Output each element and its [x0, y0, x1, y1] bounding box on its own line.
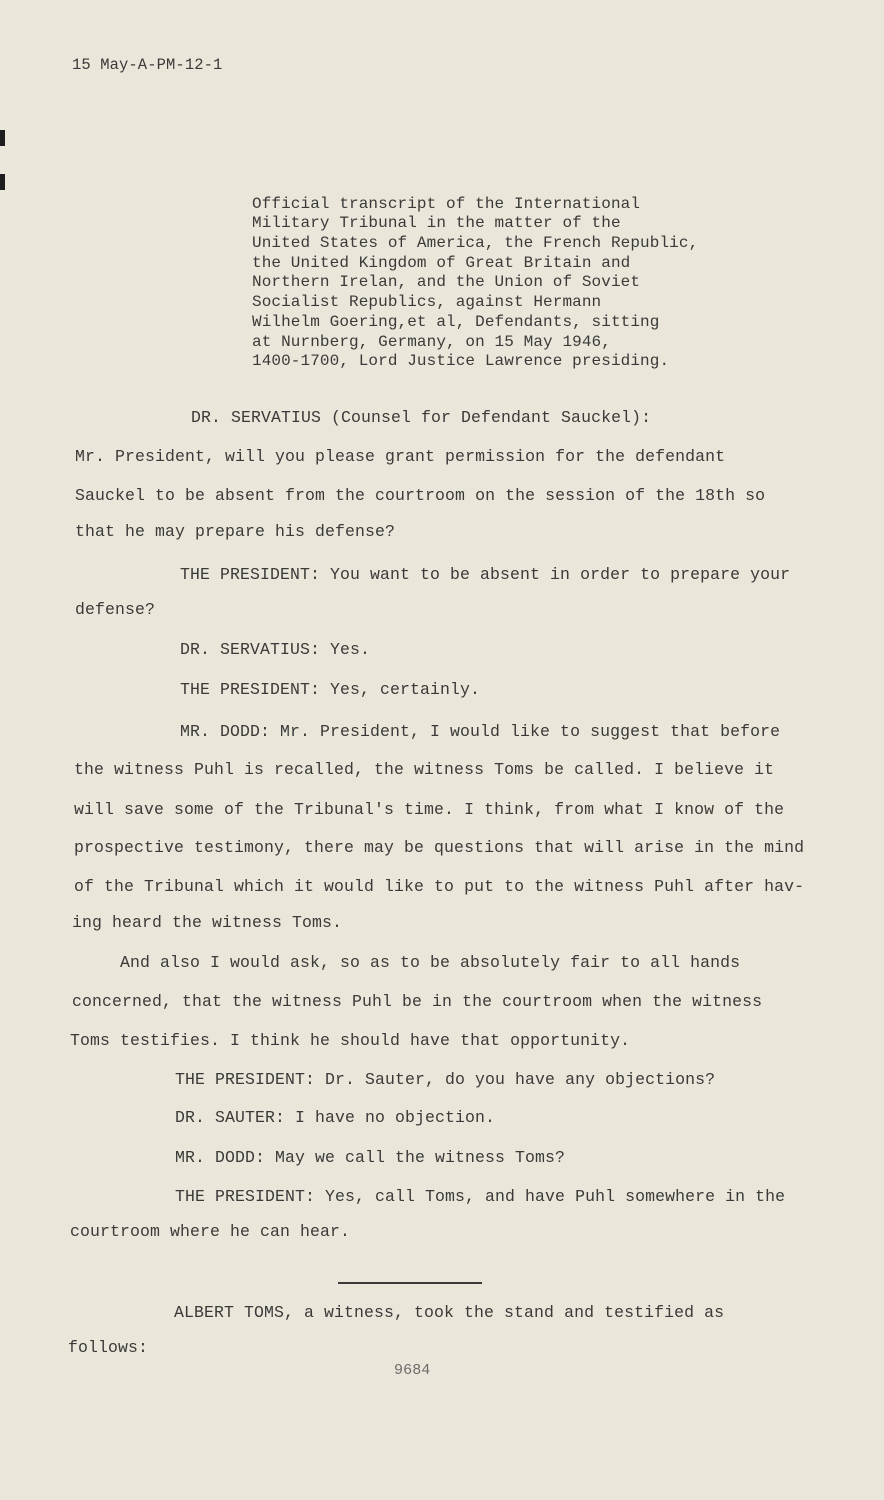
body-line: MR. DODD: Mr. President, I would like to suggest that before	[180, 722, 781, 741]
body-line: prospective testimony, there may be questions that will arise in the mind	[74, 838, 805, 857]
page-number: 9684	[394, 1362, 431, 1379]
body-line: THE PRESIDENT: Dr. Sauter, do you have any objections?	[175, 1070, 716, 1089]
body-line: ing heard the witness Toms.	[72, 913, 343, 932]
body-line: THE PRESIDENT: Yes, call Toms, and have Puhl somewhere in the	[175, 1187, 786, 1206]
header-line: at Nurnberg, Germany, on 15 May 1946,	[252, 333, 611, 351]
body-line: concerned, that the witness Puhl be in the courtroom when the witness	[72, 992, 763, 1011]
body-line: follows:	[68, 1338, 149, 1357]
body-line: of the Tribunal which it would like to put to the witness Puhl after hav-	[74, 877, 805, 896]
header-line: Wilhelm Goering,et al, Defendants, sitting	[252, 313, 660, 331]
header-line: Military Tribunal in the matter of the	[252, 214, 621, 232]
header-line: Northern Irelan, and the Union of Soviet	[252, 273, 641, 291]
header-line: the United Kingdom of Great Britain and	[252, 254, 631, 272]
body-line: Toms testifies. I think he should have that opportunity.	[70, 1031, 631, 1050]
body-line: MR. DODD: May we call the witness Toms?	[175, 1148, 566, 1167]
left-edge-mark-bottom	[0, 174, 5, 190]
body-line: that he may prepare his defense?	[75, 522, 396, 541]
header-line: United States of America, the French Republic,	[252, 234, 699, 252]
body-line: courtroom where he can hear.	[70, 1222, 351, 1241]
body-line: Mr. President, will you please grant permission for the defendant	[75, 447, 726, 466]
document-id: 15 May-A-PM-12-1	[72, 56, 223, 74]
body-line: THE PRESIDENT: You want to be absent in order to prepare your	[180, 565, 791, 584]
speaker-intro: DR. SERVATIUS (Counsel for Defendant Sauckel):	[191, 408, 652, 427]
header-line: 1400-1700, Lord Justice Lawrence presiding.	[252, 352, 670, 370]
left-edge-mark-top	[0, 130, 5, 146]
body-line: defense?	[75, 600, 156, 619]
body-line: Sauckel to be absent from the courtroom on the session of the 18th so	[75, 486, 766, 505]
header-line: Official transcript of the International	[252, 195, 641, 213]
body-line: THE PRESIDENT: Yes, certainly.	[180, 680, 481, 699]
header-line: Socialist Republics, against Hermann	[252, 293, 602, 311]
body-line: the witness Puhl is recalled, the witness Toms be called. I believe it	[74, 760, 775, 779]
section-divider	[338, 1282, 482, 1284]
body-line: ALBERT TOMS, a witness, took the stand and testified as	[174, 1303, 725, 1322]
body-line: will save some of the Tribunal's time. I think, from what I know of the	[74, 800, 785, 819]
body-line: DR. SERVATIUS: Yes.	[180, 640, 371, 659]
body-line: And also I would ask, so as to be absolutely fair to all hands	[120, 953, 741, 972]
body-line: DR. SAUTER: I have no objection.	[175, 1108, 496, 1127]
